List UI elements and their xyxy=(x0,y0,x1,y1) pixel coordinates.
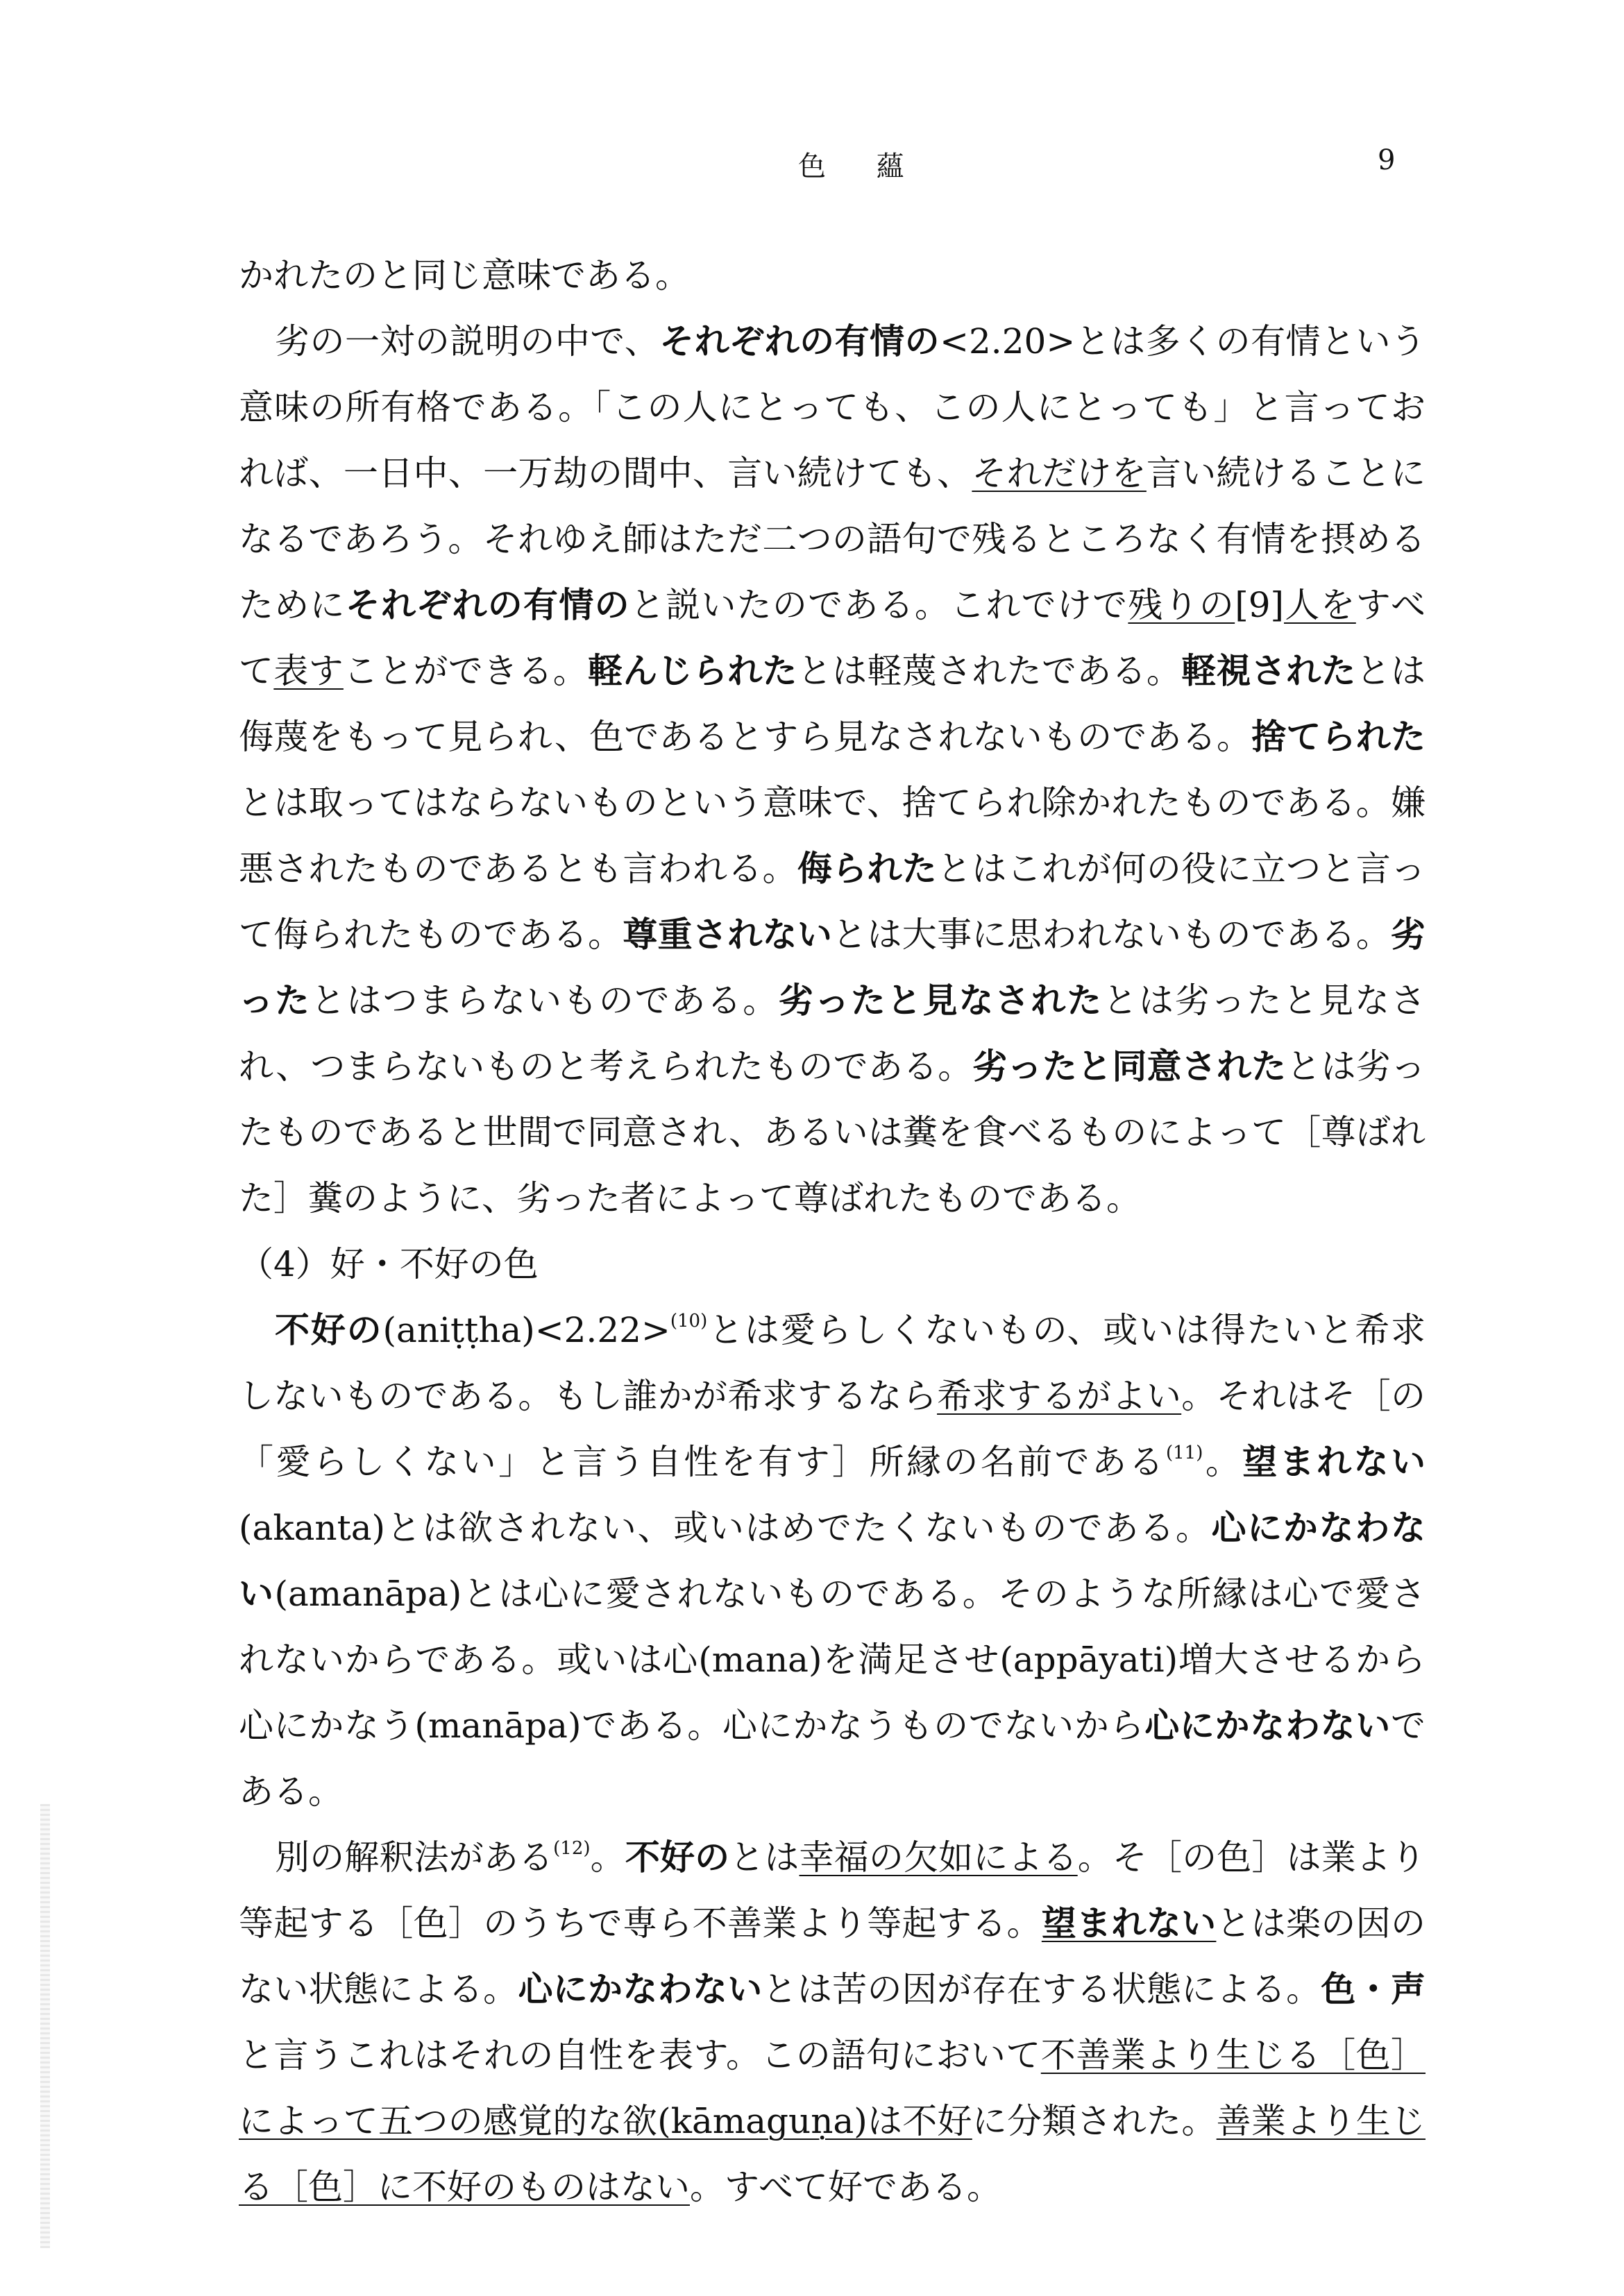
underlined-phrase: 望まれない xyxy=(1041,1903,1217,1944)
paragraph-4: 別の解釈法がある$^{(12)}$。不好のとは幸福の欠如による。そ［の色］は業より等起する［色］のうちで専ら不善業より等起する。望まれないとは楽の因のない状態による。心にかなわないとは苦の因が存在する状態による。色・声と言うこれはそれの自性を表す。この語句において不善業より生じる［色］によって五つの感覚的な欲(kāmaguṇa)は不好に分類された。善業より生じる［色］に不好のものはない。すべて好である。 xyxy=(239,1837,1426,2207)
bold-term: 軽視された xyxy=(1181,651,1356,691)
bold-term: 劣った xyxy=(239,915,1426,1021)
footnote-ref: (11) xyxy=(1166,1443,1203,1463)
bold-term: 劣ったと見なされた xyxy=(779,980,1103,1021)
bold-term: 捨てられた xyxy=(1251,717,1426,757)
bold-term: 心にかなわない xyxy=(1144,1706,1391,1746)
bold-term: 色・声 xyxy=(1321,1969,1426,2009)
page-reference: [9] xyxy=(1235,585,1285,625)
bold-term: 侮られた xyxy=(797,849,938,889)
underlined-phrase: 善業より生じる［色］に不好のものはない xyxy=(239,2101,1426,2207)
bold-term: 劣ったと同意された xyxy=(972,1046,1287,1087)
bold-term: 望まれない xyxy=(1242,1442,1426,1482)
bold-term: 心にかなわない xyxy=(239,1508,1426,1614)
underlined-phrase: 希求するがよい xyxy=(937,1376,1182,1416)
underlined-phrase: 不善業より生じる［色］によって五つの感覚的な欲(kāmaguṇa)は不好 xyxy=(239,2035,1426,2141)
page-header xyxy=(0,144,1624,186)
underlined-phrase: 残りの xyxy=(1128,585,1235,625)
bold-term: 軽んじられた xyxy=(588,651,797,691)
paragraph-2: 劣の一対の説明の中で、それぞれの有情の<2.20>とは多くの有情という意味の所有格である。「この人にとっても、この人にとっても」と言っておれば、一日中、一万劫の間中、言い続けても、それだけを言い続けることになるであろう。それゆえ師はただ二つの語句で残るところなく有情を摂めるためにそれぞれの有情のと説いたのである。これでけで残りの[9]人をすべて表すことができる。軽んじられたとは軽蔑されたである。軽視されたとは侮蔑をもって見られ、色であるとすら見なされないものである。捨てられたとは取ってはならないものという意味で、捨てられ除かれたものである。嫌悪されたものであるとも言われる。侮られたとはこれが何の役に立つと言って侮られたものである。尊重されないとは大事に思われないものである。劣ったとはつまらないものである。劣ったと見なされたとは劣ったと見なされ、つまらないものと考えられたものである。劣ったと同意されたとは劣ったものであると世間で同意され、あるいは糞を食べるものによって［尊ばれた］糞のように、劣った者によって尊ばれたものである。 xyxy=(239,321,1426,1218)
paragraph-3: 不好の(aniṭṭha)<2.22>$^{(10)}$とは愛らしくないもの、或いは得たいと希求しないものである。もし誰かが希求するなら希求するがよい。それはそ［の「愛らしくない」と言う自性を有す］所縁の名前である$^{(11)}$。望まれない(akanta)とは欲されない、或いはめでたくないものである。心にかなわない(amanāpa)とは心に愛されないものである。そのような所縁は心で愛されないからである。或いは心(mana)を満足させ(appāyati)増大させるから心にかなう(manāpa)である。心にかなうものでないから心にかなわないである。 xyxy=(239,1310,1426,1812)
underlined-phrase: 幸福の欠如による xyxy=(799,1837,1078,1878)
bold-term: 心にかなわない xyxy=(518,1969,763,2009)
footnote-ref: (12) xyxy=(553,1838,591,1859)
bold-term: それぞれの有情の xyxy=(345,585,630,625)
section-heading: （4）好・不好の色 xyxy=(239,1244,539,1284)
scan-edge-artifact xyxy=(40,1804,50,2248)
body-text xyxy=(239,243,1426,2220)
running-title: 色 蘊 xyxy=(798,151,925,182)
paragraph-1: かれたのと同じ意味である。 xyxy=(239,255,690,296)
bold-term: それぞれの有情の xyxy=(659,321,940,362)
underlined-phrase: 人を xyxy=(1284,585,1356,625)
bold-term: 尊重されない xyxy=(623,915,833,955)
page-number: 9 xyxy=(1378,144,1396,176)
footnote-ref: (10) xyxy=(670,1311,708,1332)
underlined-phrase: 表す xyxy=(273,651,344,691)
bold-term: 不好の xyxy=(275,1310,383,1350)
bold-term: 不好の xyxy=(625,1837,730,1878)
bold-term xyxy=(1042,1903,1217,1944)
underlined-phrase: それだけを xyxy=(972,453,1147,493)
